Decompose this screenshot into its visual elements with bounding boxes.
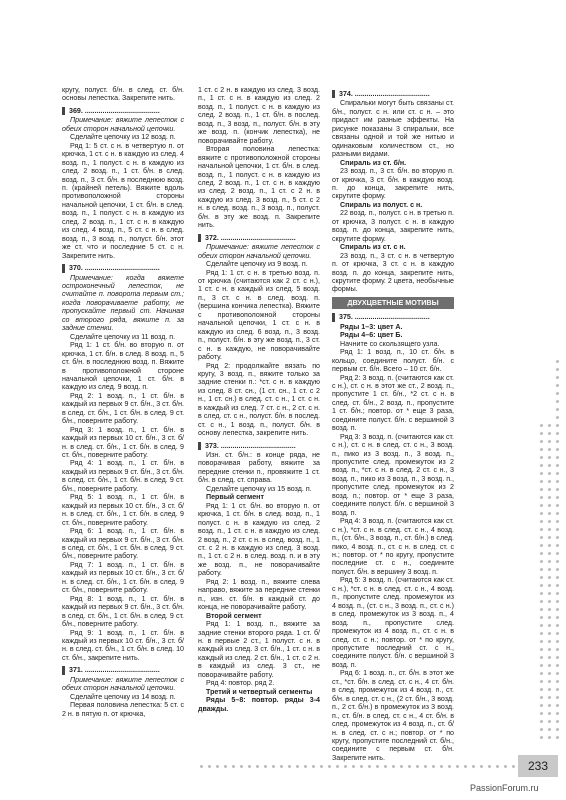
decor-dot — [548, 592, 551, 595]
decor-dot — [556, 424, 559, 427]
rows-1-3: Ряды 1–3: цвет А. — [340, 322, 403, 331]
text-369a: Сделайте цепочку из 12 возд. п. — [70, 133, 176, 142]
decor-dot — [556, 536, 559, 539]
decor-dot — [556, 384, 559, 387]
decor-dot — [548, 552, 551, 555]
decor-dot — [548, 560, 551, 563]
decor-dot — [556, 664, 559, 667]
decor-dot — [540, 448, 543, 451]
decor-dot — [540, 528, 543, 531]
decor-dot — [548, 688, 551, 691]
decor-dot — [288, 765, 291, 768]
text-370f: Ряд 5: 1 возд. п., 1 ст. б/н. в каждый из первых 10 ст. б/н., 3 ст. б/н. в след. ст. б/н., 1 ст. б/н. в след. 9 ст. б/н., поверните работу. — [62, 493, 184, 527]
decor-dot — [320, 765, 323, 768]
text-371a: Сделайте цепочку из 14 возд. п. — [70, 692, 176, 701]
decor-dot — [540, 544, 543, 547]
decor-dot — [312, 765, 315, 768]
note-373: Изн. ст. б/н.: в конце ряда, не поворачивая работу, вяжите за передние стенки п., провяжите 1 ст. б/н. в след. ст. справа. — [198, 451, 320, 485]
text-370h: Ряд 7: 1 возд. п., 1 ст. б/н. в каждый из первых 10 ст. б/н., 3 ст. б/н. в след. ст. б/н., 1 ст. б/н. в след. 9 ст. б/н., поверните работу. — [62, 560, 184, 595]
decor-dot — [548, 664, 551, 667]
decor-dot — [540, 560, 543, 563]
decor-dot — [540, 624, 543, 627]
decor-dot — [556, 696, 559, 699]
decor-dot — [540, 592, 543, 595]
text-372c: Ряд 2: продолжайте вязать по кругу, 3 возд. п., вяжите только за задние стенки п.: *ст. с н. в каждую из след. 8 ст. сн., (1 ст. сн., 1 ст. с 2 н., 1 ст. сн.) в след. ст. с н., 1 ст. с н. в каждый из след. 7 ст. с н., 2 ст. с н. в след. ст. с н., полуст. б/н. в послед. ст. с н., 1 возд. п., полуст. б/н. в основу лепестка, закрепите нить. — [198, 361, 320, 438]
decor-dot — [328, 765, 331, 768]
text-373f: Ряд 1: 1 возд. п., вяжите за задние стенки второго ряда. 1 ст. б/н. в первые 2 ст., 1 полуст. с н. в каждый из след. 3 ст. б/н., 1 ст. с н. в каждый из след. 2 ст. б/н., 1 ст. с 2 н. в каждый из след. 3 ст., не поворачивайте работу. — [198, 620, 320, 679]
decor-dot — [540, 736, 543, 739]
decor-dot — [548, 576, 551, 579]
decor-dot — [464, 765, 467, 768]
decor-dot — [376, 765, 379, 768]
decor-dot — [304, 765, 307, 768]
text-row-1: Ряд 1: 1 возд. п., 10 ст. б/н. в кольцо, соедините полуст. б/н. с первым ст. б/н. Всего – 10 ст. б/н. — [332, 348, 454, 374]
decor-dot — [556, 416, 559, 419]
decor-dot — [556, 592, 559, 595]
column-left — [62, 86, 184, 718]
column-middle — [198, 86, 320, 713]
decor-dot — [556, 400, 559, 403]
decor-dot — [540, 576, 543, 579]
text-spiral-2: 22 возд. п., полуст. с н. в третью п. от крючка, 3 полуст. с н. в каждую возд. п. до конца, закрепите нить, скрутите форму. — [332, 209, 454, 243]
decor-dot — [556, 520, 559, 523]
decor-dot — [548, 424, 551, 427]
subhead-spiral-1: Спираль из ст. б/н. — [340, 158, 407, 167]
decor-dot — [540, 672, 543, 675]
text-start: Начните со скользящего узла. — [340, 339, 440, 348]
decor-dot — [392, 765, 395, 768]
decor-dot — [540, 680, 543, 683]
decor-dot — [548, 608, 551, 611]
decor-dot — [548, 672, 551, 675]
decor-dot — [540, 640, 543, 643]
decor-dot — [548, 472, 551, 475]
decor-dot — [556, 376, 559, 379]
text-370d: Ряд 3: 1 возд. п., 1 ст. б/н. в каждый из первых 10 ст. б/н., 3 ст. б/н. в след. ст. б/н., 1 ст. б/н. в след. 9 ст. б/н., поверните работу. — [62, 425, 184, 460]
decor-dot — [556, 360, 559, 363]
subhead-spiral-2: Спираль из полуст. с н. — [340, 200, 423, 209]
decor-dot — [556, 528, 559, 531]
section-banner: ДВУХЦВЕТНЫЕ МОТИВЫ — [332, 297, 454, 309]
decor-dot — [200, 765, 203, 768]
text-370e: Ряд 4: 1 возд. п., 1 ст. б/н. в каждый из первых 9 ст. б/н., 3 ст. б/н. в след. ст. б/н., 1 ст. б/н. в след. 9 ст. б/н., поверните работу. — [62, 459, 184, 493]
text-373d: Ряд 2: 1 возд. п., вяжите слева направо, вяжите за передние стенки п., изн. ст. б/н. в каждый ст. до конца, не поворачивайте работу. — [198, 577, 320, 612]
decor-dot — [456, 765, 459, 768]
decor-dot — [504, 765, 507, 768]
heading-374: 374. ...................................... — [332, 90, 454, 98]
decor-dot — [540, 552, 543, 555]
text-370j: Ряд 9: 1 возд. п., 1 ст. б/н. в каждый из первых 10 ст. б/н., 3 ст. б/н. в след. ст. б/н., 1 ст. б/н. в след. 10 ст. б/н., закрепите нить. — [62, 628, 184, 662]
decor-dot — [540, 464, 543, 467]
decor-dot — [556, 720, 559, 723]
decor-dot — [540, 568, 543, 571]
decor-dot — [556, 608, 559, 611]
decor-dot — [548, 456, 551, 459]
decor-dot — [540, 424, 543, 427]
decor-dot — [548, 728, 551, 731]
text-370i: Ряд 8: 1 возд. п., 1 ст. б/н. в каждый из первых 9 ст. б/н., 3 ст. б/н. в след. ст. б/н., 1 ст. б/н. в след. 9 ст. б/н., поверните работу. — [62, 594, 184, 629]
decor-dot — [248, 765, 251, 768]
intro-text: кругу, полуст. б/н. в след. ст. б/н. основы лепестка. Закрепите нить. — [62, 86, 184, 103]
decor-dot — [540, 488, 543, 491]
text-374a: Спиральки могут быть связаны ст. б/н., полуст. с н. или ст. с н. – это придаст им разные эффекты. На рисунке показаны 3 спиральки, все связаны одной и той же нитью и одинаковым количеством ст., но разными видами. — [332, 99, 454, 159]
heading-375: 375. ...................................... — [332, 313, 454, 321]
decor-dot — [280, 765, 283, 768]
decor-dot — [344, 765, 347, 768]
decor-dot — [540, 584, 543, 587]
decor-dot — [472, 765, 475, 768]
decor-dot — [548, 448, 551, 451]
text-row-3: Ряд 3: 3 возд. п. (считаются как ст. с н.), ст. с н. в след. ст. с н., 3 возд. п., пико из 3 возд. п., 3 возд. п., пропустите след. промежуток из 2 возд. п., *ст. с н. в след. 2 ст. с н., 3 возд. п., пико из 3 возд. п., 3 возд. п., пропустите след. промежуток из 2 возд. п.; повтор. от * еще 3 раза, соедините полуст. б/н. с вершиной 3 возд. п. — [332, 432, 454, 517]
decor-dot — [556, 640, 559, 643]
decor-dot — [548, 680, 551, 683]
decor-dot — [360, 765, 363, 768]
decor-dot — [556, 712, 559, 715]
decor-dot — [352, 765, 355, 768]
decor-dot — [540, 520, 543, 523]
decor-dot — [556, 504, 559, 507]
decor-dot — [556, 392, 559, 395]
text-row-2: Ряд 2: 3 возд. п. (считаются как ст. с н.), ст. с н. в этот же ст., 2 возд. п., пропустите 1 ст. б/н., *2 ст. с н. в след. ст. б/н., 2 возд. п., пропустите 1 ст. б/н.; повтор. от * еще 3 раза, соедините полуст. б/н. с вершиной 3 возд. п. — [332, 373, 454, 433]
decor-dot — [216, 765, 219, 768]
decor-dot — [540, 696, 543, 699]
decor-dot — [548, 616, 551, 619]
note-372: Примечание: вяжите лепесток с обеих сторон начальной цепочки. — [198, 243, 320, 260]
decor-dot — [440, 765, 443, 768]
note-370: Примечание: когда вяжете остроконечный лепесток, не считайте п. поворота первым ст.; когда поворачиваете работу, не пропускайте первый ст. Начиная со второго ряда, вяжите п. за задние стенки. — [62, 273, 184, 333]
decor-dot — [548, 496, 551, 499]
decor-dot — [556, 440, 559, 443]
decor-dot — [540, 664, 543, 667]
decor-dot — [556, 656, 559, 659]
decor-dot — [240, 765, 243, 768]
decor-dot — [496, 765, 499, 768]
decor-dot — [480, 765, 483, 768]
decor-dot — [556, 456, 559, 459]
decor-dot — [488, 765, 491, 768]
decor-dot — [548, 696, 551, 699]
heading-370: 370. ...................................... — [62, 264, 184, 272]
decor-dot — [556, 472, 559, 475]
note-369: Примечание: вяжите лепесток с обеих сторон начальной цепочки. — [62, 116, 184, 133]
decor-dot — [548, 648, 551, 651]
decor-dot — [540, 512, 543, 515]
text-371-cont: 1 ст. с 2 н. в каждую из след. 3 возд. п., 1 ст. с н. в каждую из след. 2 возд. п., 1 полуст. с н. в каждую из след. 2 возд. п., 1 ст. б/н. в послед. возд. п., 3 возд. п., полуст. б/н. в эту же возд. п. (кончик лепестка), не поворачивайте работу. — [198, 86, 320, 145]
text-row-4: Ряд 4: 3 возд. п. (считаются как ст. с н.), *ст. с н. в след. ст. с н., 4 возд. п., (ст. б/н., 3 возд. п., ст. б/н.) в след. пико, 4 возд. п., ст. с н. в след. ст. с н.; повтор. от * по кругу, пропустите последние ст. с н., соедините полуст. б/н. в вершину 3 возд. п. — [332, 517, 454, 576]
text-371c: Вторая половина лепестка: вяжите с противоположной стороны начальной цепочки, 1 ст. б/н. в след. возд. п., 1 полуст. с н. в каждую из след. 2 возд. п., 1 ст. с н. в каждую из след. 2 возд. п., 1 ст. с 2 н. в каждую из след. 3 возд. п., 5 ст. с 2 н. в след. возд. п., 3 возд. п., полуст. б/н. в эту же возд. п. Закрепите нить. — [198, 145, 320, 230]
decor-dot — [548, 512, 551, 515]
text-371b: Первая половина лепестка: 5 ст. с 2 н. в пятую п. от крючка, — [62, 701, 184, 718]
decor-dot — [540, 472, 543, 475]
decor-dot — [548, 704, 551, 707]
heading-372: 372. ...................................... — [198, 234, 320, 242]
text-369b: Ряд 1: 5 ст. с н. в четвертую п. от крючка, 1 ст. с н. в каждую из след. 4 возд. п., 1 полуст. с н. в каждую из след. 2 возд. п., 1 ст. б/н. в след. возд. п., 3 ст. б/н. в последнюю возд. п. (крайней петель). Вяжите вдоль противоположной стороны начальной цепочки, 1 ст. б/н. в след. возд. п., 1 полуст. с н. в каждую из след. 2 возд. п., 1 ст. с н. в каждую из след. 4 возд. п., 5 ст. с н. в след. возд. п., 3 возд. п., полуст. б/н. этот же ст. что и последние 5 ст. с н. Закрепите нить. — [62, 141, 184, 260]
heading-371: 371. ...................................... — [62, 666, 184, 674]
decor-dot — [232, 765, 235, 768]
decor-dot — [556, 672, 559, 675]
decor-dot — [540, 728, 543, 731]
text-373i: Ряды 5–8: повтор. ряды 3-4 дважды. — [198, 696, 320, 713]
text-372a: Сделайте цепочку из 9 возд. п. — [206, 260, 308, 269]
decor-dot — [416, 765, 419, 768]
decor-dot — [424, 765, 427, 768]
decor-dot — [556, 704, 559, 707]
text-370b: Ряд 1: 1 ст. б/н. во вторую п. от крючка, 1 ст. б/н. в след. 8 возд. п., 5 ст. б/н. в последнюю возд. п. Вяжите в противоположной стороне начальной цепочки, 1 ст. б/н. в каждую из след. 9 возд. п. — [62, 341, 184, 392]
decor-dot — [556, 600, 559, 603]
text-spiral-1: 23 возд. п., 3 ст. б/н. во вторую п. от крючка, 3 ст. б/н. в каждую возд. п. до конца, закрепите нить, скрутите форму. — [332, 167, 454, 201]
decor-dot — [556, 408, 559, 411]
decor-dot — [548, 440, 551, 443]
text-spiral-3: 23 возд. п., 3 ст. с н. в четвертую п. от крючка, 3 ст. с н. в каждую возд. п. до конца, закрепите нить, скрутите форму. 2 цвета, необычные формы. — [332, 251, 454, 294]
text-370c: Ряд 2: 1 возд. п., 1 ст. б/н. в каждый из первых 9 ст. б/н., 3 ст. б/н. в след. ст. б/н., 1 ст. б/н. в след. 9 ст. б/н., поверните работу. — [62, 391, 184, 426]
decor-dot — [548, 632, 551, 635]
decor-dot — [296, 765, 299, 768]
decor-dot — [556, 448, 559, 451]
decor-dot — [548, 504, 551, 507]
decor-dot — [540, 656, 543, 659]
decor-dot — [540, 456, 543, 459]
page-number: 233 — [518, 755, 558, 777]
decor-dot — [548, 656, 551, 659]
decor-dot — [540, 600, 543, 603]
decor-dot — [556, 480, 559, 483]
decor-dot — [556, 488, 559, 491]
text-372b: Ряд 1: 1 ст. с н. в третью возд. п. от крючка (считаются как 2 ст. с н.), 1 ст. с н. в каждый из след. 5 возд. п., 3 ст. с н. в след. возд. п. (вершина кончика лепестка). Вяжите с противоположной стороны начальной цепочки, 1 ст. с н. в каждую из след. 6 возд. п., 3 возд. п., полуст. б/н. в эту же возд. п., 3 ст. с н. в каждую, не поворачивайте работу. — [198, 268, 320, 362]
decor-dot — [548, 544, 551, 547]
decor-dot — [556, 736, 559, 739]
decor-dot — [556, 432, 559, 435]
decor-dot — [548, 432, 551, 435]
decor-dot — [540, 704, 543, 707]
decor-dot — [384, 765, 387, 768]
rows-4-6: Ряды 4–6: цвет Б. — [340, 331, 403, 340]
text-370g: Ряд 6: 1 возд. п., 1 ст. б/н. в каждый из первых 9 ст. б/н., 3 ст. б/н. в след. ст. б/н., 1 ст. б/н. в след. 9 ст. б/н., поверните работу. — [62, 527, 184, 561]
watermark: PassionForum.ru — [470, 783, 539, 793]
decor-dot — [548, 584, 551, 587]
decor-dot — [556, 728, 559, 731]
decor-dot — [540, 608, 543, 611]
decor-dot — [556, 632, 559, 635]
decor-dot — [548, 568, 551, 571]
decor-dot — [548, 640, 551, 643]
text-row-5: Ряд 5: 3 возд. п. (считаются как ст. с н.), *ст. с н. в след. ст. с н., 4 возд. п., пропустите след. промежуток из 4 возд. п., (ст. с н., 3 возд. п., ст. с н.) в след. промежуток из 3 возд. п., 4 возд. п., пропустите след. промежуток из 4 возд. п., ст. с н. в след. ст. с н.; повтор. от * по кругу, пропустите последний ст. с н., соедините полуст. б/н. с вершиной 3 возд. п. — [332, 576, 454, 669]
decor-dot — [548, 600, 551, 603]
decor-dot — [548, 736, 551, 739]
decor-dot — [556, 576, 559, 579]
decor-dot — [512, 765, 515, 768]
subhead-spiral-3: Спираль из ст. с н. — [340, 243, 406, 252]
decor-dot — [448, 765, 451, 768]
decor-dot — [336, 765, 339, 768]
decor-dot — [540, 616, 543, 619]
decor-dot — [548, 712, 551, 715]
decor-dot — [540, 712, 543, 715]
subhead-second-segment: Второй сегмент — [206, 611, 262, 620]
text-370a: Сделайте цепочку из 11 возд. п. — [70, 332, 176, 341]
decor-dot — [548, 720, 551, 723]
decor-dot — [556, 552, 559, 555]
decor-dot — [556, 616, 559, 619]
decor-dot — [540, 632, 543, 635]
decor-dot — [548, 536, 551, 539]
heading-373: 373. ...................................... — [198, 442, 320, 450]
subhead-third-fourth: Третий и четвертый сегменты — [206, 687, 313, 696]
decor-dot — [548, 480, 551, 483]
decor-dot — [540, 480, 543, 483]
decor-dot — [556, 568, 559, 571]
decor-dot — [208, 765, 211, 768]
decor-dot — [548, 624, 551, 627]
heading-369: 369. ...................................... — [62, 107, 184, 115]
column-right — [332, 86, 454, 762]
decor-dot — [548, 464, 551, 467]
decor-dot — [556, 624, 559, 627]
decor-dot — [224, 765, 227, 768]
decor-dot — [556, 496, 559, 499]
decor-dot — [432, 765, 435, 768]
decor-dot — [540, 648, 543, 651]
decor-dot — [556, 688, 559, 691]
decor-dot — [548, 528, 551, 531]
decor-dot — [540, 496, 543, 499]
text-row-6: Ряд 6: 1 возд. п., ст. б/н. в этот же ст., *ст. б/н. в след. ст. с н., 4 ст. б/н. в след. промежуток из 4 возд. п., ст. б/н. в след. ст. с н., (2 ст. б/н., 3 возд. п., 2 ст. б/н.) в промежуток из 3 возд. п., ст. б/н. в след. ст. с н., 4 ст. б/н. в след. промежуток из 4 возд. п., ст. б/н. в след. ст. с н.; повтор. от * по кругу, пропустите последний ст. б/н., соедините с первым ст. б/н. Закрепите нить. — [332, 669, 454, 762]
decor-dot — [556, 544, 559, 547]
decor-dot — [540, 440, 543, 443]
decor-dot — [264, 765, 267, 768]
subhead-first-segment: Первый сегмент — [206, 493, 264, 502]
decor-dot — [556, 368, 559, 371]
note-371: Примечание: вяжите лепесток с обеих сторон начальной цепочки. — [62, 675, 184, 693]
decor-dot — [548, 488, 551, 491]
decor-dot — [556, 464, 559, 467]
decor-dot — [368, 765, 371, 768]
decor-dot — [408, 765, 411, 768]
decor-dot — [540, 688, 543, 691]
decor-dot — [556, 648, 559, 651]
decor-dot — [540, 432, 543, 435]
decor-dot — [256, 765, 259, 768]
decor-dot — [400, 765, 403, 768]
decor-dot — [540, 536, 543, 539]
decor-dot — [272, 765, 275, 768]
text-373g: Ряд 4: повтор. ряд 2. — [206, 679, 275, 688]
decor-dot — [548, 520, 551, 523]
text-373c: Ряд 1: 1 ст. б/н. во вторую п. от крючка, 1 ст. б/н. в след. возд. п., 1 полуст. с н. в каждую из след. 2 возд. п., 1 ст. с н. в каждую из след. 2 возд. п., 2 ст. с н. в след. возд. п., 1 ст. с 2 н. в каждую из след. 3 возд. п., 1 ст. с 2 н. в след. возд. п. и в эту же возд. п., не поворачивайте работу. — [198, 501, 320, 578]
decor-dot — [556, 512, 559, 515]
text-373a: Сделайте цепочку из 15 возд. п. — [206, 484, 312, 493]
decor-dot — [556, 584, 559, 587]
decor-dot — [540, 504, 543, 507]
decor-dot — [556, 560, 559, 563]
decor-dot — [556, 680, 559, 683]
decor-dot — [540, 720, 543, 723]
